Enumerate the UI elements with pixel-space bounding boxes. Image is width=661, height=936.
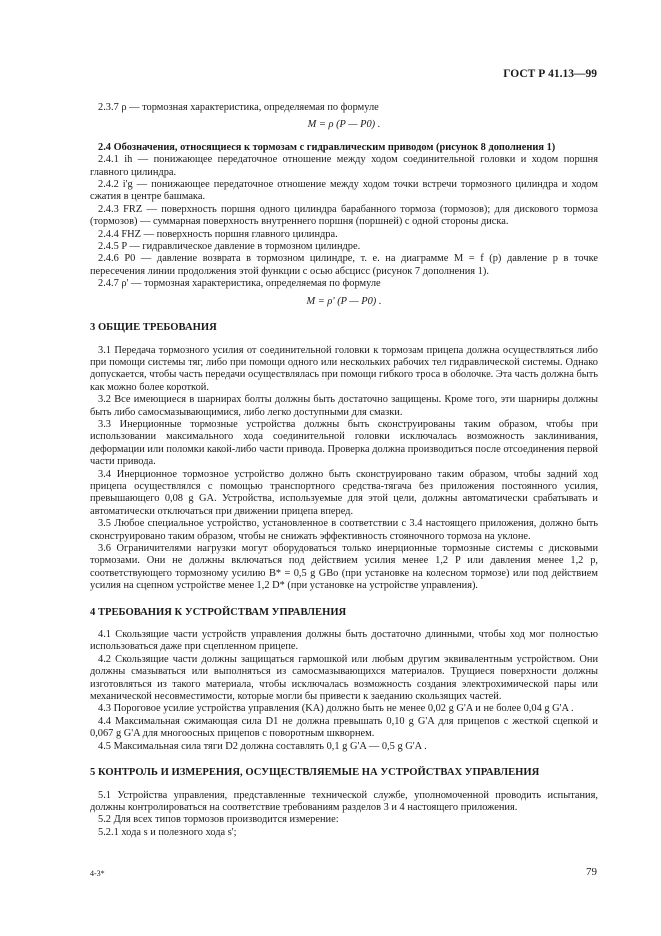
clause-5-2: 5.2 Для всех типов тормозов производится измерение: <box>98 814 339 826</box>
page-number: 79 <box>586 866 597 878</box>
clause-4-3: 4.3 Пороговое усилие устройства управления (KA) должно быть не менее 0,02 g G'A и не более 0,04 g G'A . <box>98 703 574 715</box>
clause-4-4: 4.4 Максимальная сжимающая сила D1 не должна превышать 0,10 g G'A для прицепов с жесткой сцепкой и 0,067 g G'A для многоосных прицепов с поворотным шкворнем. <box>90 715 598 740</box>
formula-rho: M = ρ (P — P0) . <box>307 119 381 131</box>
document-body <box>90 102 598 839</box>
clause-2-4-4: 2.4.4 FHZ — поверхность поршня главного цилиндра. <box>98 228 338 240</box>
clause-3-2: 3.2 Все имеющиеся в шарнирах болты должны быть достаточно защищены. Кроме того, эти шарниры должны быть либо самосмазывающимися, либо легко доступными для смазки. <box>90 394 598 418</box>
clause-2-3-7: 2.3.7 ρ — тормозная характеристика, определяемая по формуле <box>98 102 379 113</box>
section-3-title: 3 ОБЩИЕ ТРЕБОВАНИЯ <box>90 322 217 334</box>
clause-2-4-1: 2.4.1 ih — понижающее передаточное отношение между ходом соединительной головки и ходом поршня главного цилиндра. <box>90 154 598 178</box>
clause-2-4-2: 2.4.2 i'g — понижающее передаточное отношение между ходом точки встречи тормозного цилиндра и ходом сжатия в центре башмака. <box>90 179 598 203</box>
clause-2-4-7: 2.4.7 ρ' — тормозная характеристика, определяемая по формуле <box>98 278 381 290</box>
clause-3-3: 3.3 Инерционные тормозные устройства должны быть сконструированы таким образом, чтобы при использовании максимального хода соединительной головки исключалась возможность заклинивания, деформации или поломки какой-либо части привода. Проверка должна производиться после отсоединения первой части привода. <box>90 418 598 468</box>
section-4-title: 4 ТРЕБОВАНИЯ К УСТРОЙСТВАМ УПРАВЛЕНИЯ <box>90 606 347 618</box>
formula-rho-prime: M = ρ' (P — P0) . <box>306 295 382 307</box>
clause-5-2-1: 5.2.1 хода s и полезного хода s'; <box>98 826 237 838</box>
clause-3-1: 3.1 Передача тормозного усилия от соединительной головки к тормозам прицепа должна осуществляться либо при помощи системы тяг, либо при помощи одного или нескольких рабочих тел гидравлической системы. Однако допускается, чтобы часть передачи осуществлялась при помощи гибкого троса в оболочке. Эта часть должна быть как можно более короткой. <box>90 344 598 393</box>
clause-3-4: 3.4 Инерционное тормозное устройство должно быть сконструировано таким образом, чтобы задний ход прицепа осуществлялся с помощью транспортного средства-тягача без приложения постоянного усилия, превышающего 0,08 g GA. Устройства, используемые для этой цели, должны автоматически срабатывать и автоматически отключаться при движении прицепа вперед. <box>90 468 598 517</box>
document-id: ГОСТ Р 41.13—99 <box>503 68 597 80</box>
clause-4-2: 4.2 Скользящие части должны защищаться гармошкой или любым другим эквивалентным устройством. Они должны смазываться или выполняться из самосмазывающихся материалов. Трущиеся поверхности должны изготовляться из такого материала, чтобы исключалась возможность создания электрохимической пары или механической несовместимости, которые могли бы привести к заеданию скользящих частей. <box>90 653 598 703</box>
clause-2-4-6: 2.4.6 P0 — давление возврата в тормозном цилиндре, т. е. на диаграмме M = f (p) давление p в точке пересечения линии продолжения этой функции с осью абсцисс (рисунок 7 дополнения 1). <box>90 253 598 277</box>
clause-5-1: 5.1 Устройства управления, представленные технической службе, уполномоченной проводить испытания, должны контролироваться на соответствие требованиям разделов 3 и 4 настоящего приложения. <box>90 789 598 813</box>
clause-4-5: 4.5 Максимальная сила тяги D2 должна составлять 0,1 g G'A — 0,5 g G'A . <box>98 740 427 752</box>
clause-2-4-3: 2.4.3 FRZ — поверхность поршня одного цилиндра барабанного тормоза (тормозов); для дискового тормоза (тормозов) — суммарная поверхность внутреннего поршня (поршней) с одной стороны диска. <box>90 203 598 228</box>
clause-4-1: 4.1 Скользящие части устройств управления должны быть достаточно длинными, чтобы ход мог полностью использоваться даже при сцепленном прицепе. <box>90 629 598 653</box>
sheet-mark: 4-3* <box>90 869 105 878</box>
subsection-2-4-title: 2.4 Обозначения, относящиеся к тормозам с гидравлическим приводом (рисунок 8 дополнения 1) <box>98 141 556 153</box>
clause-3-5: 3.5 Любое специальное устройство, установленное в соответствии с 3.4 настоящего приложения, должно быть сконструировано таким образом, чтобы не снижать эффективность стояночного тормоза на уклоне. <box>90 518 598 542</box>
section-5-title: 5 КОНТРОЛЬ И ИЗМЕРЕНИЯ, ОСУЩЕСТВЛЯЕМЫЕ НА УСТРОЙСТВАХ УПРАВЛЕНИЯ <box>90 767 540 779</box>
clause-3-6: 3.6 Ограничителями нагрузки могут оборудоваться только инерционные тормозные системы с дисковыми тормозами. Они не должны включаться под действием усилия менее 1,2 P или давления менее 1,2 p, соответствующего тормозному усилию B* = 0,5 g GBo (при установке на колесном тормозе) или под действием усилия на сцепном устройстве менее 1,2 D* (при установке на устройстве управления). <box>90 543 598 592</box>
clause-2-4-5: 2.4.5 P — гидравлическое давление в тормозном цилиндре. <box>98 241 361 253</box>
